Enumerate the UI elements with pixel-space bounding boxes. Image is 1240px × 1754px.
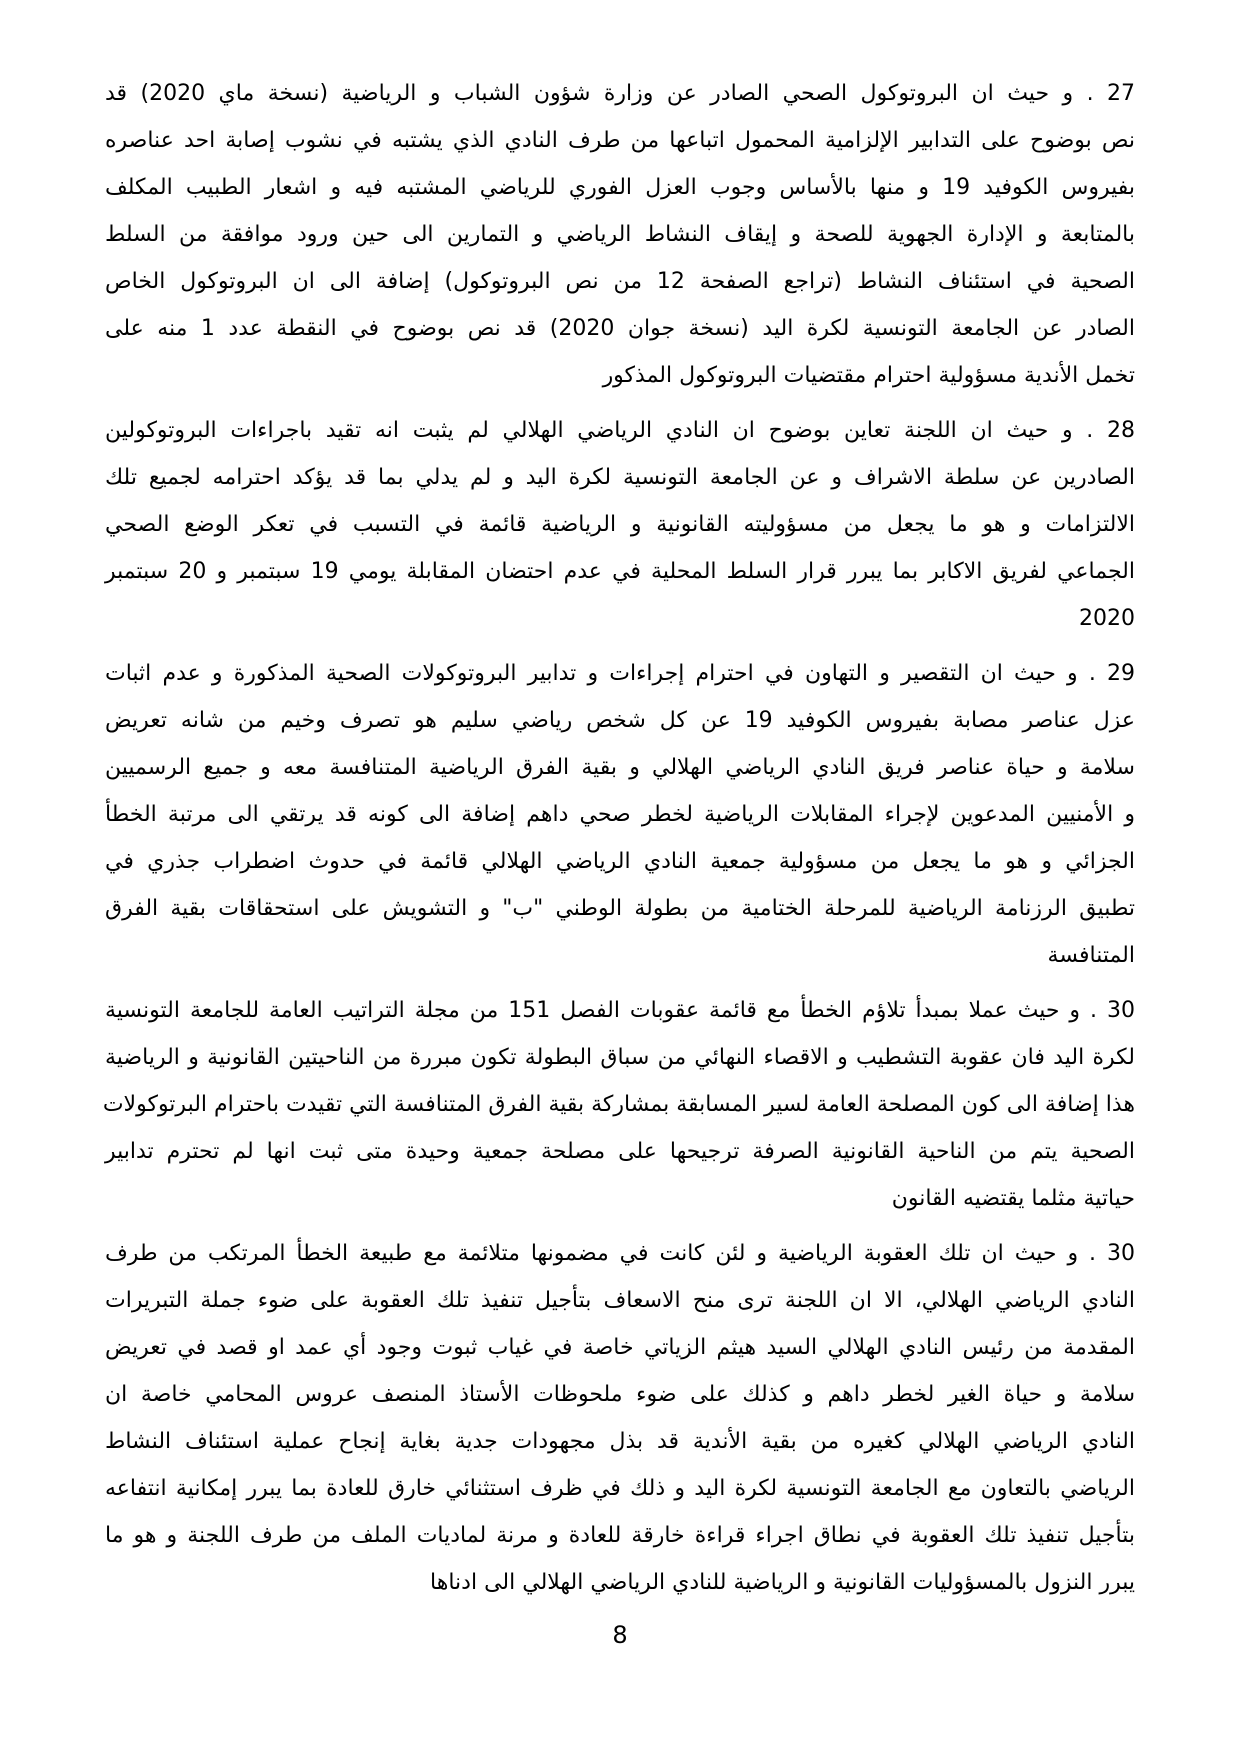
text-line: 28 . و حيث ان اللجنة تعاين بوضوح ان النادي الرياضي الهلالي لم يثبت انه تقيد باجراءات البروتوكولين (105, 418, 1135, 443)
paragraph (102, 987, 1135, 1222)
paragraph (105, 407, 1135, 642)
text-line: بالمتابعة و الإدارة الجهوية للصحة و إيقاف النشاط الرياضي و التمارين الى حين ورود موافقة من السلط (105, 222, 1135, 247)
text-line: و الأمنيين المدعوين لإجراء المقابلات الرياضية لخطر صحي داهم إضافة الى كونه قد يرتقي الى مرتبة الخطأ (105, 802, 1135, 827)
paragraph (105, 1230, 1135, 1606)
text-line: النادي الرياضي الهلالي كغيره من بقية الأندية قد بذل مجهودات جدية بغاية إنجاح عملية استئناف النشاط (105, 1429, 1135, 1454)
text-line: حياتية مثلما يقتضيه القانون (891, 1186, 1135, 1211)
text-line: لكرة اليد فان عقوبة التشطيب و الاقصاء النهائي من سباق البطولة تكون مبررة من الناحيتين القانونية و الرياضية (105, 1045, 1135, 1070)
text-line: يبرر النزول بالمسؤوليات القانونية و الرياضية للنادي الرياضي الهلالي الى ادناها (430, 1570, 1135, 1595)
text-line: الصحية في استئناف النشاط (تراجع الصفحة 12 من نص البروتوكول) إضافة الى ان البروتوكول الخاص (105, 269, 1135, 294)
text-line: عزل عناصر مصابة بفيروس الكوفيد 19 عن كل شخص رياضي سليم هو تصرف وخيم من شانه تعريض (105, 708, 1136, 733)
text-line: النادي الرياضي الهلالي، الا ان اللجنة ترى منح الاسعاف بتأجيل تنفيذ تلك العقوبة على ضوء جملة التبريرات (105, 1288, 1135, 1313)
text-line: الجزائي و هو ما يجعل من مسؤولية جمعية النادي الرياضي الهلالي قائمة في حدوث اضطراب جذري في (105, 849, 1135, 874)
text-line: الجماعي لفريق الاكابر بما يبرر قرار السلط المحلية في عدم احتضان المقابلة يومي 19 سبتمبر و 20 سبتمبر (105, 559, 1135, 584)
text-line: 27 . و حيث ان البروتوكول الصحي الصادر عن وزارة شؤون الشباب و الرياضية (نسخة ماي 2020) قد (105, 81, 1136, 106)
text-line: تطبيق الرزنامة الرياضية للمرحلة الختامية من بطولة الوطني "ب" و التشويش على استحقاقات بقية الفرق (105, 896, 1135, 921)
text-line: هذا إضافة الى كون المصلحة العامة لسير المسابقة بمشاركة بقية الفرق المتنافسة التي تقيدت باحترام البرتوكولات (102, 1092, 1135, 1117)
paragraph (105, 70, 1135, 399)
page-number: 8 (612, 1621, 628, 1649)
text-line: 2020 (1079, 606, 1135, 631)
text-line: الالتزامات و هو ما يجعل من مسؤوليته القانونية و الرياضية قائمة في التسبب في تعكر الوضع الصحي (105, 512, 1135, 537)
text-line: المقدمة من رئيس النادي الهلالي السيد هيثم الزياتي خاصة في غياب ثبوت وجود أي عمد او قصد في تعريض (105, 1335, 1135, 1360)
text-line: 29 . و حيث ان التقصير و التهاون في احترام إجراءات و تدابير البروتوكولات الصحية المذكورة و عدم اثبات (105, 661, 1135, 686)
text-line: سلامة و حياة الغير لخطر داهم و كذلك على ضوء ملحوظات الأستاذ المنصف عروس المحامي خاصة ان (105, 1382, 1135, 1407)
text-line: 30 . و حيث ان تلك العقوبة الرياضية و لئن كانت في مضمونها متلائمة مع طبيعة الخطأ المرتكب من طرف (105, 1241, 1135, 1266)
text-line: بفيروس الكوفيد 19 و منها بالأساس وجوب العزل الفوري للرياضي المشتبه فيه و اشعار الطبيب المكلف (105, 175, 1135, 200)
text-line: نص بوضوح على التدابير الإلزامية المحمول اتباعها من طرف النادي الذي يشتبه في نشوب إصابة احد عناصره (105, 128, 1135, 153)
text-line: الصادرين عن سلطة الاشراف و عن الجامعة التونسية لكرة اليد و لم يدلي بما قد يؤكد احترامه لجميع تلك (105, 465, 1135, 490)
text-line: سلامة و حياة عناصر فريق النادي الرياضي الهلالي و بقية الفرق الرياضية المتنافسة معه و جميع الرسميين (105, 755, 1135, 780)
text-line: الرياضي بالتعاون مع الجامعة التونسية لكرة اليد و ذلك في ظرف استثنائي خارق للعادة بما يبرر إمكانية انتفاعه (105, 1476, 1135, 1501)
text-line: بتأجيل تنفيذ تلك العقوبة في نطاق اجراء قراءة خارقة للعادة و مرنة لماديات الملف من طرف اللجنة و هو ما (105, 1523, 1135, 1548)
text-line: 30 . و حيث عملا بمبدأ تلاؤم الخطأ مع قائمة عقوبات الفصل 151 من مجلة التراتيب العامة للجامعة التونسية (105, 998, 1135, 1023)
text-line: تخمل الأندية مسؤولية احترام مقتضيات البروتوكول المذكور (602, 363, 1135, 388)
text-line: الصادر عن الجامعة التونسية لكرة اليد (نسخة جوان 2020) قد نص بوضوح في النقطة عدد 1 منه على (105, 316, 1135, 341)
paragraph (105, 650, 1135, 979)
text-line: المتنافسة (1047, 943, 1135, 968)
text-line: الصحية يتم من الناحية القانونية الصرفة ترجيحها على مصلحة جمعية وحيدة متى ثبت انها لم تحترم تدابير (105, 1139, 1135, 1164)
document-text (102, 70, 1136, 1614)
